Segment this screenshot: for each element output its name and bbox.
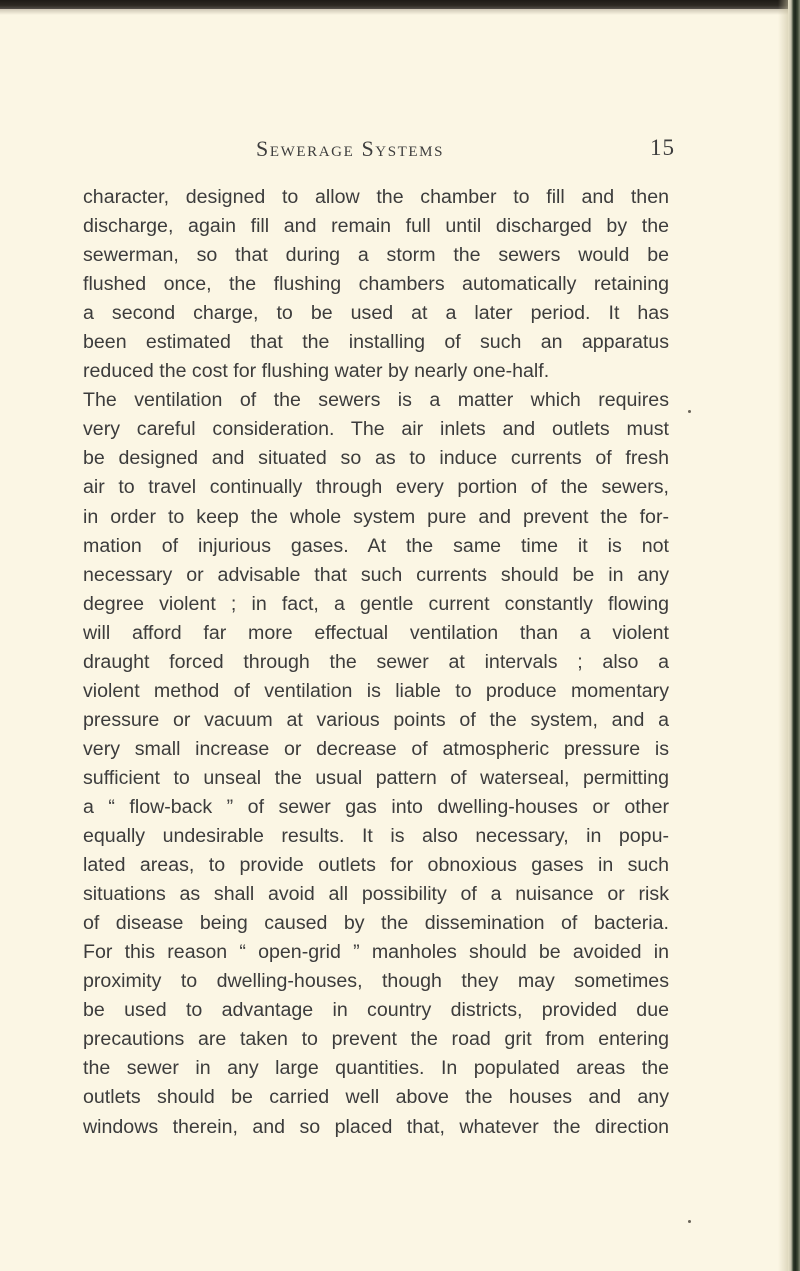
text-line: in order to keep the whole system pure and prevent the for- bbox=[83, 505, 669, 528]
text-line: lated areas, to provide outlets for obnoxious gases in such bbox=[83, 854, 669, 877]
paper-speck bbox=[688, 1220, 691, 1223]
text-line: flushed once, the flushing chambers automatically retaining bbox=[83, 273, 669, 296]
text-line: been estimated that the installing of such an apparatus bbox=[83, 331, 669, 354]
text-line: a “ flow-back ” of sewer gas into dwelling-houses or other bbox=[83, 795, 669, 818]
text-line: very small increase or decrease of atmospheric pressure is bbox=[83, 737, 669, 760]
page-header bbox=[66, 136, 678, 166]
text-line: air to travel continually through every portion of the sewers, bbox=[83, 476, 669, 499]
body-text bbox=[83, 183, 669, 1142]
text-line: equally undesirable results. It is also necessary, in popu- bbox=[83, 825, 669, 848]
text-line: sewerman, so that during a storm the sewers would be bbox=[83, 244, 669, 267]
text-line: violent method of ventilation is liable to produce momentary bbox=[83, 679, 669, 702]
text-line: reduced the cost for flushing water by nearly one-half. bbox=[83, 360, 550, 383]
text-line: draught forced through the sewer at intervals ; also a bbox=[83, 650, 669, 673]
paper-speck bbox=[688, 410, 691, 413]
text-line: outlets should be carried well above the houses and any bbox=[83, 1086, 669, 1109]
gutter-shadow bbox=[778, 0, 788, 1271]
page-top-edge bbox=[0, 0, 790, 9]
text-line: the sewer in any large quantities. In populated areas the bbox=[83, 1057, 669, 1080]
text-line: be designed and situated so as to induce currents of fresh bbox=[83, 447, 669, 470]
text-line: of disease being caused by the dissemination of bacteria. bbox=[83, 912, 669, 935]
book-binding-edge bbox=[788, 0, 800, 1271]
text-line: discharge, again fill and remain full until discharged by the bbox=[83, 215, 669, 238]
text-line: precautions are taken to prevent the road grit from entering bbox=[83, 1028, 669, 1051]
text-line: very careful consideration. The air inlets and outlets must bbox=[83, 418, 669, 441]
text-line: necessary or advisable that such currents should be in any bbox=[83, 563, 669, 586]
text-line: The ventilation of the sewers is a matter which requires bbox=[83, 389, 669, 412]
page-number: 15 bbox=[650, 135, 675, 160]
text-line: a second charge, to be used at a later period. It has bbox=[83, 302, 669, 325]
running-title: Sewerage Systems bbox=[256, 136, 445, 161]
page-top-shadow bbox=[0, 9, 790, 15]
text-line: be used to advantage in country districts, provided due bbox=[83, 999, 669, 1022]
text-line: sufficient to unseal the usual pattern of waterseal, permitting bbox=[83, 766, 669, 789]
text-line: mation of injurious gases. At the same time it is not bbox=[83, 534, 669, 557]
text-line: windows therein, and so placed that, whatever the direction bbox=[83, 1115, 669, 1138]
text-line: situations as shall avoid all possibility of a nuisance or risk bbox=[83, 883, 669, 906]
text-line: degree violent ; in fact, a gentle current constantly flowing bbox=[83, 592, 669, 615]
text-line: will afford far more effectual ventilation than a violent bbox=[83, 621, 669, 644]
text-line: pressure or vacuum at various points of the system, and a bbox=[83, 708, 669, 731]
text-line: proximity to dwelling-houses, though they may sometimes bbox=[83, 970, 669, 993]
text-line: character, designed to allow the chamber to fill and then bbox=[83, 186, 669, 208]
text-line: For this reason “ open-grid ” manholes should be avoided in bbox=[83, 941, 669, 964]
